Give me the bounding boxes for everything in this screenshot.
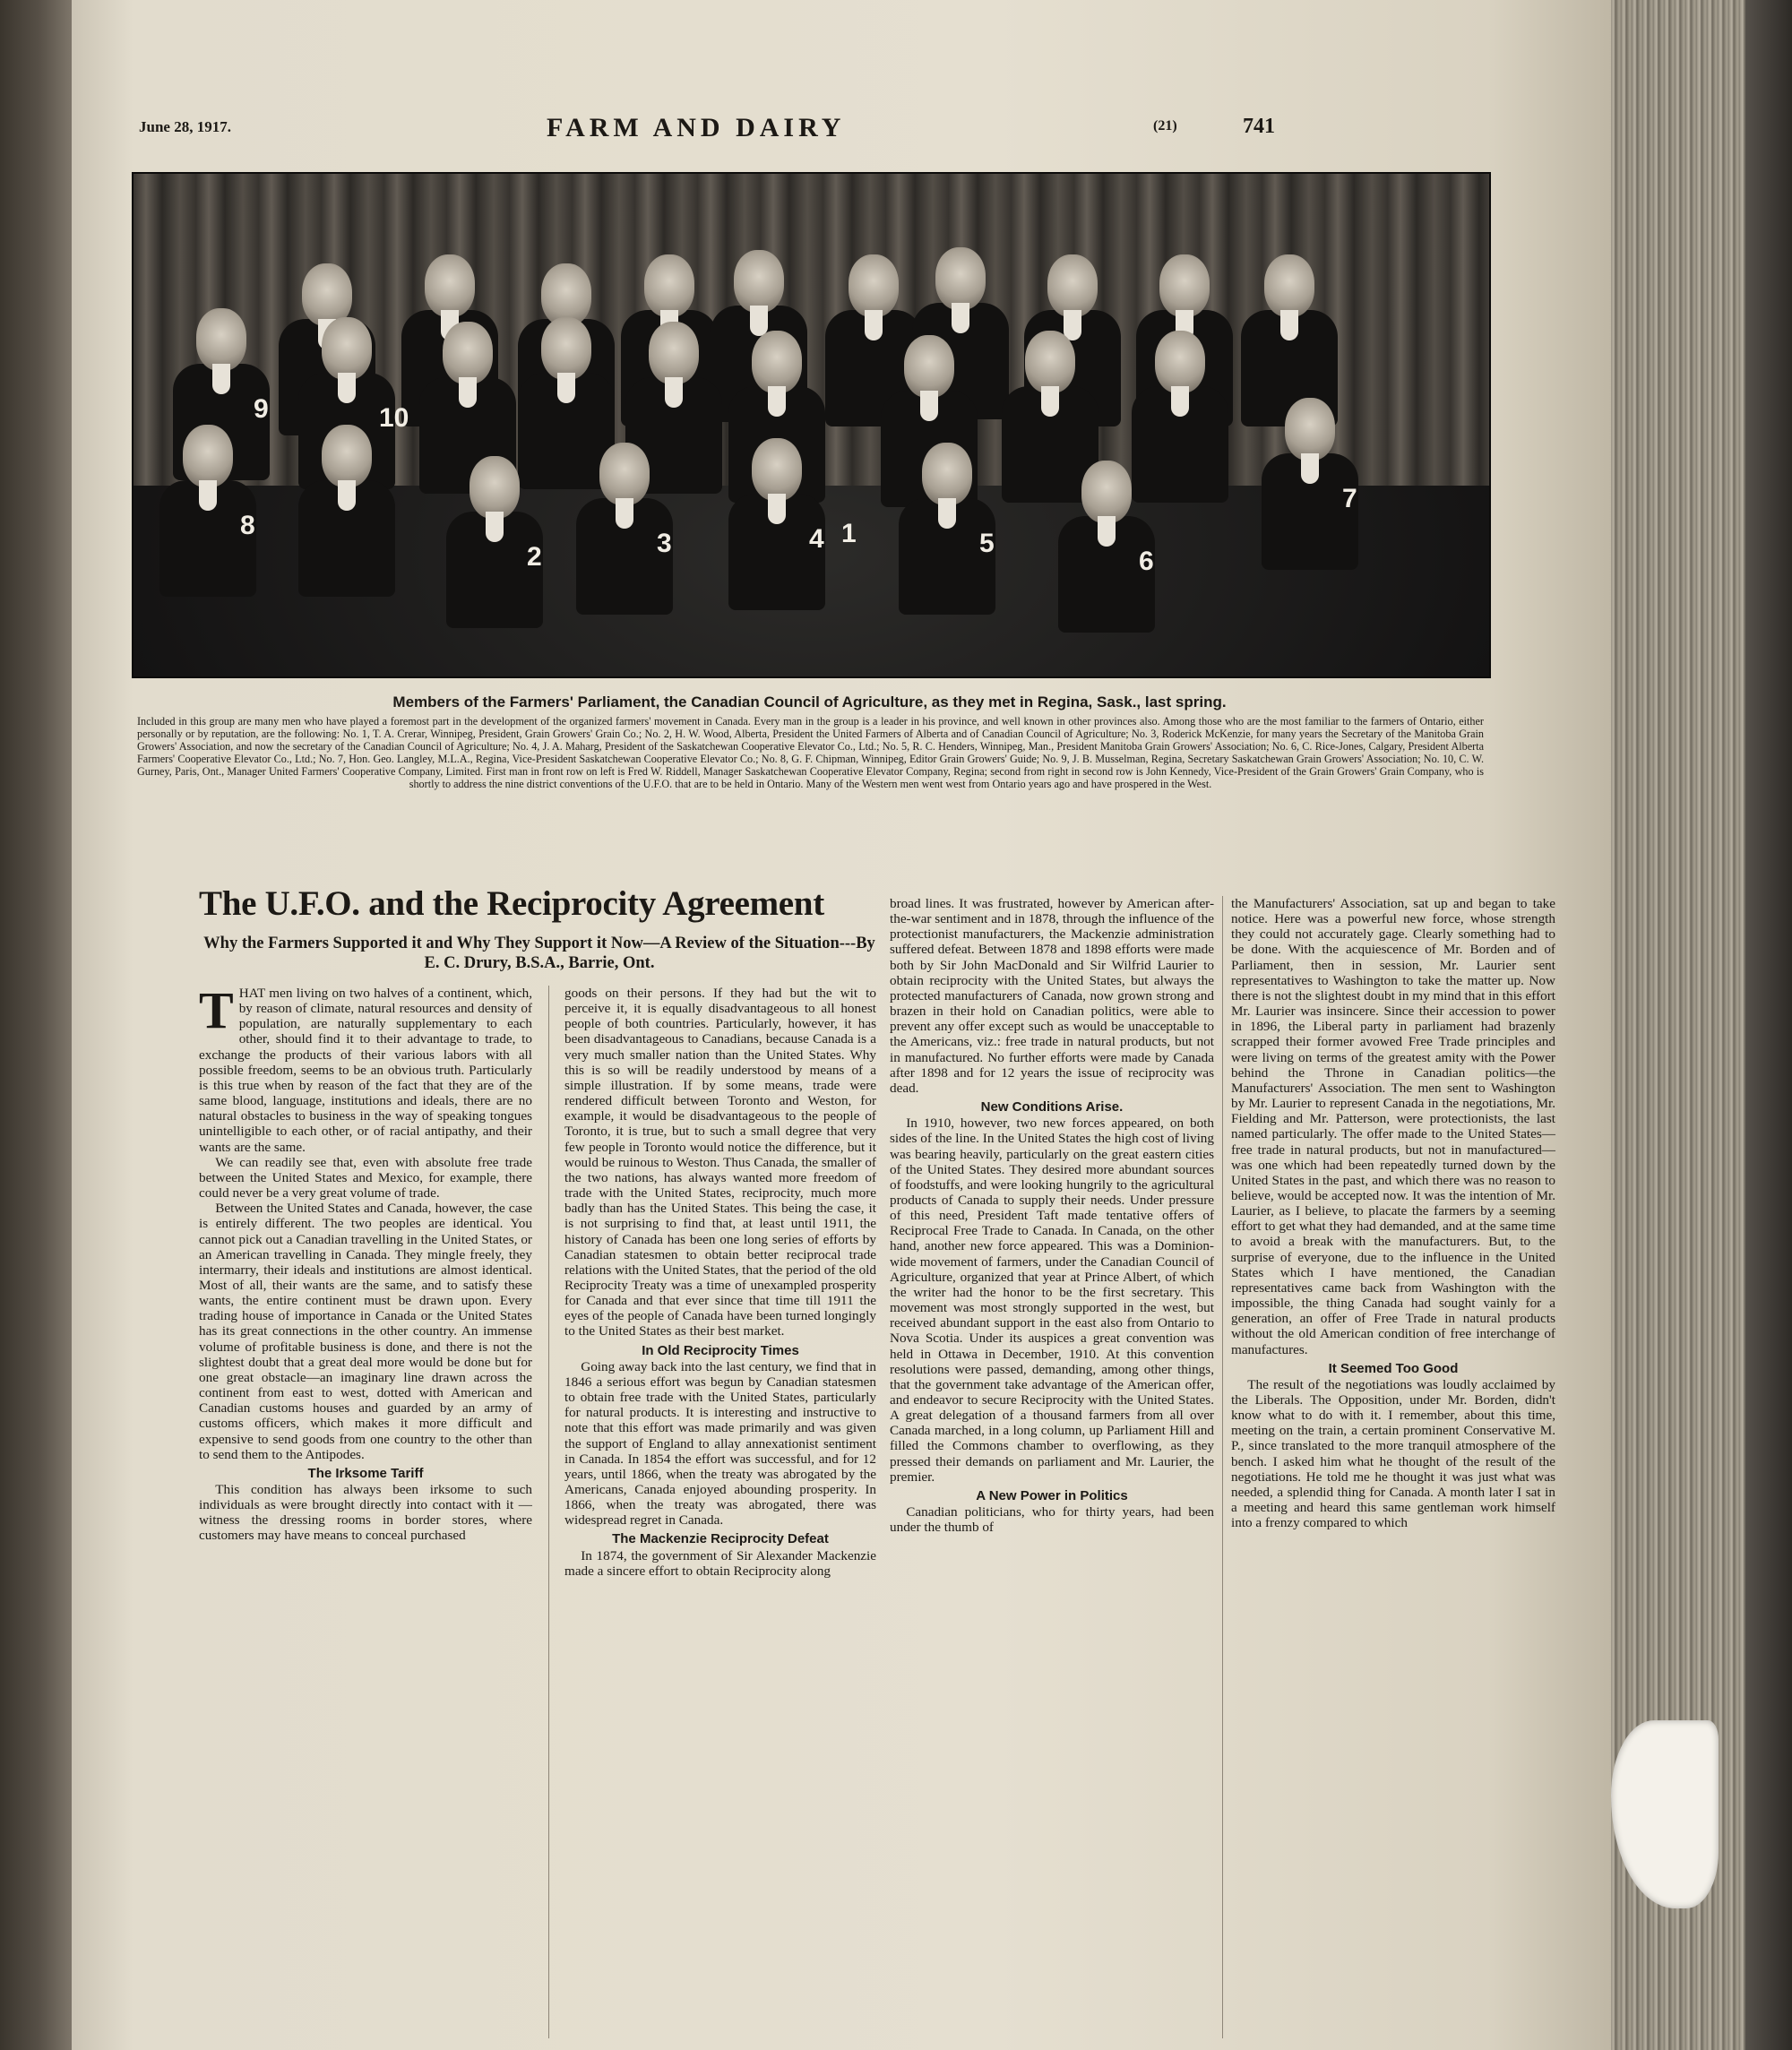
article-column-3 bbox=[890, 896, 1214, 1535]
paragraph: In 1910, however, two new forces appeared, on both sides of the line. In the United States the high cost of living was bearing heavily, particularly on the great eastern cities of the United States. They desired more abundant sources of foodstuffs, and were looking hungrily to the agricultural products of Canada to supply their needs. Under pressure of this need, President Taft made tentative offers of Reciprocal Free Trade to Canada. In Canada, on the other hand, another new force appeared. This was a Dominion-wide movement of farmers, under the Canadian Council of Agriculture, organized that year at Prince Albert, of which the writer had the honor to be the first secretary. This movement was most strongly supported in the west, but received abundant support in the east also from Ontario to Nova Scotia. Under its auspices a great convention was held in Ottawa in December, 1910. At this convention resolutions were passed, demanding, among other things, that the government take advantage of the American offer, and endeavor to secure Reciprocity with the United States. A great delegation of a thousand farmers from all over Canada marched, in a long column, up Parliament Hill and filled the Commons chamber to overflowing, as they pressed their demands on parliament and Mr. Laurier, the premier. bbox=[890, 1115, 1214, 1485]
running-head bbox=[139, 115, 1555, 151]
torn-paper-corner bbox=[1611, 1720, 1719, 1908]
figure-number: 1 bbox=[841, 519, 857, 548]
figure-number: 10 bbox=[379, 403, 409, 433]
paragraph: THAT men living on two halves of a continent, which, by reason of climate, natural resources and density of population, are naturally supplementary to each other, should find it to their advantage to trade, to exchange the products of their various labors with all possible freedom, seems to be an obvious truth. Particularly is this true when by reason of the fact that they are of the same blood, language, institutions and ideals, there are no natural obstacles to business in the way of speaking tongues unintelligible to each other, or of racial antipathy, and their wants are the same. bbox=[199, 981, 532, 1155]
figure-number: 9 bbox=[254, 394, 269, 424]
group-photograph bbox=[132, 172, 1491, 678]
book-page-edges bbox=[1611, 0, 1792, 2050]
publication-name: FARM AND DAIRY bbox=[547, 113, 846, 142]
paragraph: Going away back into the last century, we find that in 1846 a serious effort was begun by Canadian statesmen to obtain free trade with the United States, particularly for natural products. It is interesting and instructive to note that this effort was made primarily and was given the support of England to allay annexationist sentiment in Canada. In 1854 the effort was successful, and for 12 years, until 1866, when the treaty was abrogated by the Americans, Canada enjoyed abounding prosperity. In 1866, when the treaty was abrogated, there was widespread regret in Canada. bbox=[564, 1358, 876, 1529]
book-spine bbox=[1745, 0, 1792, 2050]
figure-number: 6 bbox=[1139, 547, 1154, 576]
paragraph: the Manufacturers' Association, sat up and began to take notice. Here was a powerful new force, whose strength they could not accurately gage. Clearly something had to be done. With the acquiescence of Mr. Borden and of Parliament, then in session, Mr. Laurier sent representatives to Washington to take the matter up. Now there is not the slightest doubt in my mind that in this effort Mr. Laurier was insincere. Since their accession to power in 1896, the Liberal party in parliament had brazenly scrapped their former avowed Free Trade principles and were living on terms of the greatest amity with the Power behind the Throne in Canadian politics—the Manufacturers' Association. The men sent to Washington by Mr. Laurier to represent Canada in the negotiations, Mr. Fielding and Mr. Patterson, were protectionists, the last named particularly. The offer made to the United States—free trade in natural products, but not in manufactured—was one which had been repeatedly turned down by the United States in the past, and which there was no reason to believe, would be accepted now. It was the intention of Mr. Laurier, as I believe, to placate the farmers by a seeming effort to get what they had demanded, and at the same time to avoid a break with the manufacturers. But, to the surprise of everyone, due to the influence in the United States which I have mentioned, the Canadian representatives came back from Washington with the impossible, the thing Canada had sought vainly for a generation, an offer of Free Trade in natural products without the old American condition of free interchange of manufactures. bbox=[1231, 896, 1555, 1357]
section-heading: The Mackenzie Reciprocity Defeat bbox=[612, 1531, 829, 1547]
section-heading: The Irksome Tariff bbox=[307, 1465, 424, 1481]
article-title: The U.F.O. and the Reciprocity Agreement bbox=[199, 884, 824, 923]
photo-caption-headline: Members of the Farmers' Parliament, the Canadian Council of Agriculture, as they met in Regina, Sask., last spring. bbox=[392, 693, 1227, 711]
column-rule bbox=[1222, 896, 1223, 2038]
article-column-2 bbox=[564, 986, 876, 1579]
section-number: (21) bbox=[1153, 118, 1177, 134]
section-heading: It Seemed Too Good bbox=[1328, 1360, 1459, 1376]
section-heading: In Old Reciprocity Times bbox=[642, 1342, 799, 1358]
issue-date: June 28, 1917. bbox=[139, 118, 231, 135]
paragraph: This condition has always been irksome to such individuals as were brought directly into contact with it —witness the dressing rooms in border stores, where customers may have means to conceal purchased bbox=[199, 1482, 532, 1544]
figure-number: 8 bbox=[240, 511, 255, 540]
scan-left-border bbox=[0, 0, 72, 2050]
figure-number: 2 bbox=[527, 542, 542, 572]
page-number: 741 bbox=[1243, 115, 1275, 138]
section-heading: A New Power in Politics bbox=[976, 1487, 1128, 1503]
figure-number: 3 bbox=[657, 529, 672, 558]
column-rule bbox=[548, 986, 549, 2038]
article-subtitle: Why the Farmers Supported it and Why They Support it Now—A Review of the Situation---By E. C. Drury, B.S.A., Barrie, Ont. bbox=[203, 935, 875, 972]
paragraph: Canadian politicians, who for thirty years, had been under the thumb of bbox=[890, 1504, 1214, 1536]
section-heading: New Conditions Arise. bbox=[980, 1099, 1124, 1115]
article-column-4 bbox=[1231, 896, 1555, 1530]
paragraph: broad lines. It was frustrated, however by American after-the-war sentiment and in 1878, through the influence of the protectionist manufacturers, the Mackenzie administration suffered defeat. Between 1878 and 1898 efforts were made both by Sir John MacDonald and Sir Wilfrid Laurier to obtain reciprocity with the United States, but always the protected manufacturers of Canada, now grown strong and brazen in their hold on Canadian politics, were able to prevent any offer except such as would be unacceptable to the Americans, viz.: free trade in natural products, but not in manufactured. No further efforts were made by Canada after 1898 and for 12 years the issue of reciprocity was dead. bbox=[890, 896, 1214, 1096]
figure-number: 7 bbox=[1342, 484, 1357, 513]
paragraph: The result of the negotiations was loudly acclaimed by the Liberals. The Opposition, under Mr. Borden, didn't know what to do with it. I remember, about this time, meeting on the train, a certain prominent Conservative M. P., since translated to the more tranquil atmosphere of the bench. I asked him what he thought of the result of the negotiations. He told me he thought it was just what was needed, a splendid thing for Canada. A month later I sat in a meeting and heard this same gentleman work himself into a frenzy compared to which bbox=[1231, 1376, 1555, 1531]
figure-number: 5 bbox=[979, 529, 995, 558]
paragraph: goods on their persons. If they had but the wit to perceive it, it is equally disadvantageous to all honest people of both countries. Particularly, however, it has been disadvantageous to Canadians, because Canada is a very much smaller nation than the United States. Why this is so will be readily understood by means of a simple illustration. If by some means, trade were rendered difficult between Toronto and Weston, for example, it would be disadvantageous to the people of Toronto, it is true, but to such a small degree that very few people in Toronto would notice the difference, but it would be ruinous to Weston. Thus Canada, the smaller of the two nations, has always wanted more freedom of trade with the United States, reciprocity, much more badly than has the United States. This being the case, it is not surprising to find that, at least until 1911, the history of Canada has been one long series of efforts by Canadian statesmen to obtain better reciprocal trade relations with the United States, that the period of the old Reciprocity Treaty was a time of unexampled prosperity for Canada and that ever since that time till 1911 the eyes of the people of Canada have been turned longingly to the United States as their best market. bbox=[564, 986, 876, 1339]
paragraph: Between the United States and Canada, however, the case is entirely different. The two peoples are identical. You cannot pick out a Canadian travelling in the United States, or an American travelling in Canada. They mingle freely, they intermarry, their ideals and institutions are almost identical. Most of all, their wants are the same, and to satisfy these wants, the entire continent must be drawn upon. Every trading house of importance in Canada or the United States has its great connections in the other country. An immense volume of profitable business is done, and there is not the slightest doubt that a great deal more would be done but for one great obstacle—an imaginary line drawn across the continent from east to west, dotted with American and Canadian customs houses and guarded by an army of customs officers, which makes it more difficult and expensive to send goods from one country to the other than to send them to the Antipodes. bbox=[199, 1201, 532, 1462]
paragraph: We can readily see that, even with absolute free trade between the United States and Mexico, for example, there could never be a very great volume of trade. bbox=[199, 1154, 532, 1202]
paragraph: In 1874, the government of Sir Alexander Mackenzie made a sincere effort to obtain Reciprocity along bbox=[564, 1547, 876, 1579]
figure-number: 4 bbox=[809, 524, 824, 554]
article-column-1 bbox=[199, 981, 532, 1544]
photo-caption-body: Included in this group are many men who have played a foremost part in the development of the organized farmers' movement in Canada. Every man in the group is a leader in his province, and well known in other provinces also. Among those who are the most familiar to the farmers of Ontario, either personally or by reputation, are the following: No. 1, T. A. Crerar, Winnipeg, President, Grain Growers' Grain Co.; No. 2, H. W. Wood, Alberta, President the United Farmers of Alberta and of Canadian Council of Agriculture; No. 3, Roderick McKenzie, for many years the Secretary of the Manitoba Grain Growers' Association, and now the secretary of the Canadian Council of Agriculture; No. 4, J. A. Maharg, President of the Saskatchewan Cooperative Elevator Co., Ltd.; No. 5, R. C. Henders, Winnipeg, Man., President Manitoba Grain Growers' Association; No. 6, C. Rice-Jones, Calgary, President Alberta Farmers' Cooperative Elevator Co., Ltd.; No. 7, Hon. Geo. Langley, M.L.A., Regina, Vice-President Saskatchewan Cooperative Elevator Co.; No. 8, G. F. Chipman, Winnipeg, Editor Grain Growers' Guide; No. 9, J. B. Musselman, Regina, Secretary Saskatchewan Grain Growers' Association; No. 10, C. W. Gurney, Paris, Ont., Manager United Farmers' Cooperative Company, Limited. First man in front row on left is Fred W. Riddell, Manager Saskatchewan Cooperative Elevator Company, Regina; second from right in second row is John Kennedy, Vice-President of the Grain Growers' Grain Company, who is shortly to address the nine district conventions of the U.F.O. that are to be held in Ontario. Many of the Western men went west from Ontario years ago and have prospered in the West. bbox=[137, 715, 1484, 791]
